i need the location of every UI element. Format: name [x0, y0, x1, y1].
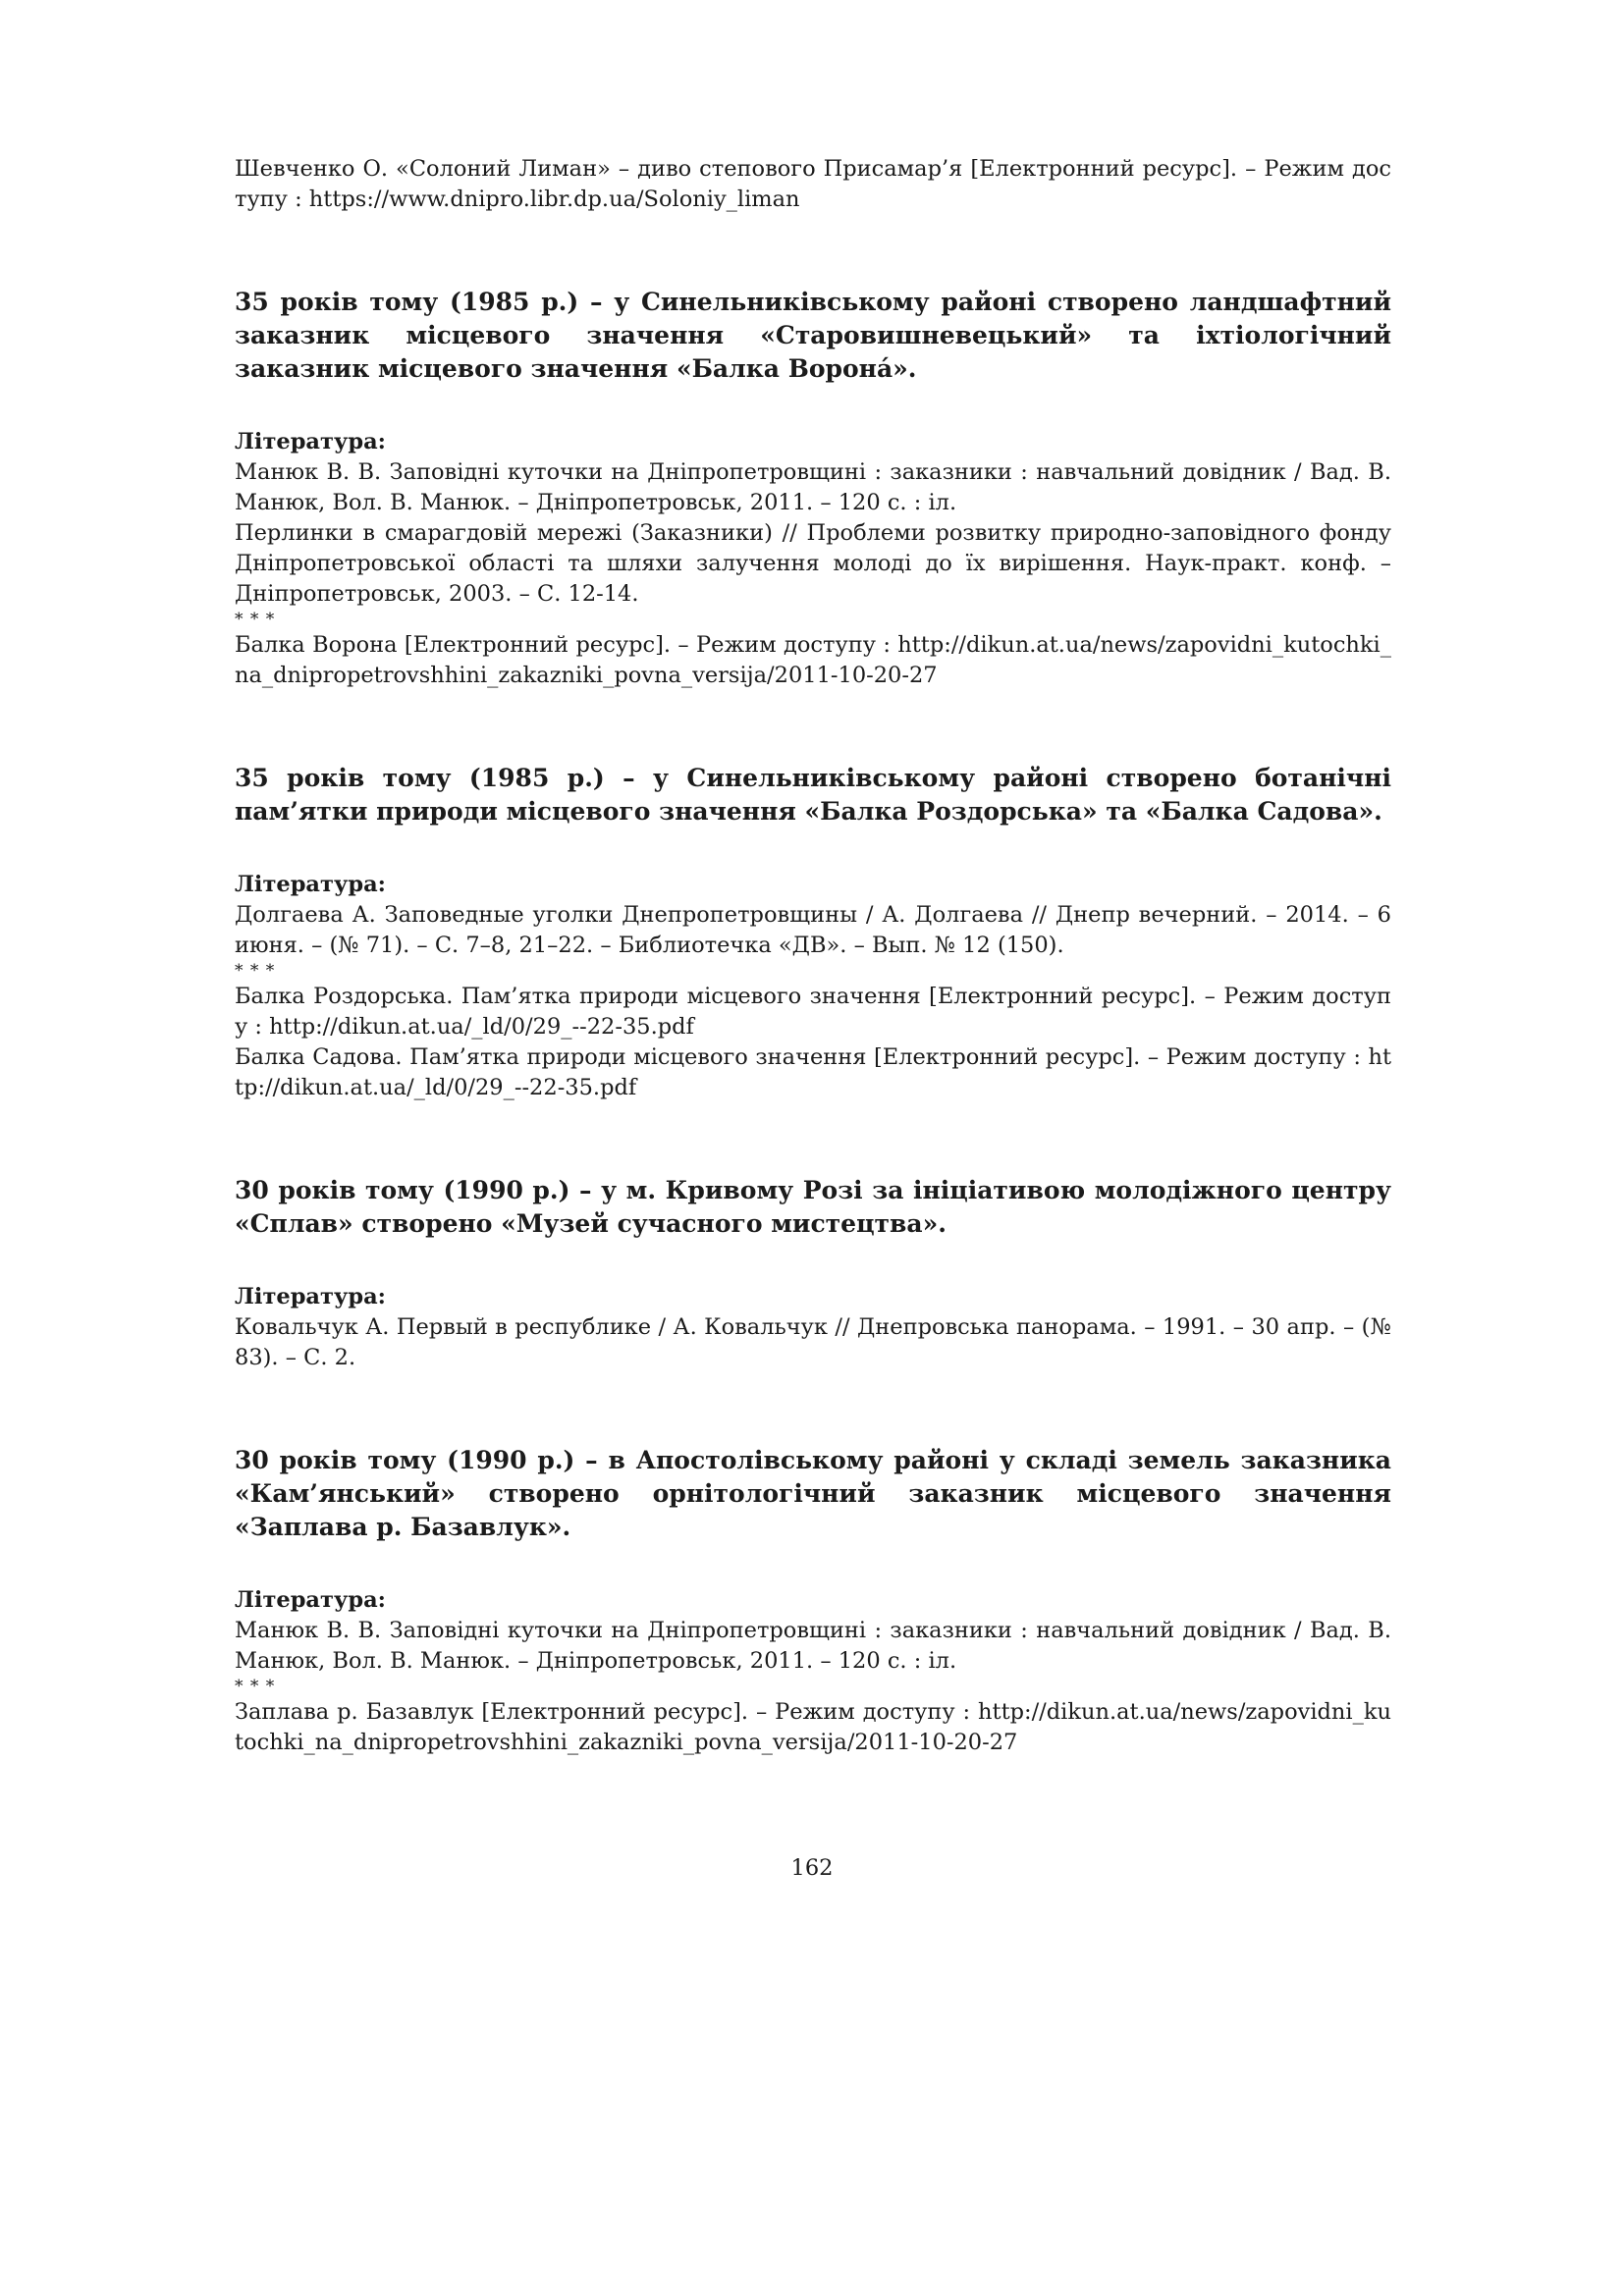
reference-item: Перлинки в смарагдовій мережі (Заказники) // Проблеми розвитку природно-заповідного фонду Дніпропетровської області та шляхи залучення молоді до їх вирішення. Наук-практ. конф. – Дніпропетровськ, 2003. – С. 12-14. — [235, 520, 1391, 607]
section-gap — [235, 1103, 1391, 1174]
section-gap — [235, 691, 1391, 762]
reference-separator: * * * — [235, 1677, 276, 1696]
section-heading: 35 років тому (1985 р.) – у Синельниківському районі створено ландшафтний заказник місцевого значення «Старовишневецький» та іхтіологічний заказник місцевого значення «Балка Воронá». — [235, 288, 1391, 383]
literature-label: Література: — [235, 429, 386, 454]
literature-label: Література: — [235, 872, 386, 897]
literature-label: Література: — [235, 1284, 386, 1309]
reference-item: Балка Ворона [Електронний ресурс]. – Режим доступу : http://dikun.at.ua/news/zapovidni_kutochki_na_dnipropetrovshhini_zakazniki_povna_versija/2011-10-20-27 — [235, 632, 1391, 688]
reference-item: Балка Садова. Пам’ятка природи місцевого значення [Електронний ресурс]. – Режим доступу : http://dikun.at.ua/_ld/0/29_--22-35.pdf — [235, 1044, 1391, 1100]
heading-gap — [235, 386, 1391, 427]
section-gap — [235, 215, 1391, 286]
document-page — [235, 154, 1391, 1758]
section-heading: 30 років тому (1990 р.) – в Апостолівському районі у складі земель заказника «Кам’янський» створено орнітологічний заказник місцевого значення «Заплава р. Базавлук». — [235, 1446, 1391, 1541]
intro-reference: Шевченко О. «Солоний Лиман» – диво степового Присамар’я [Електронний ресурс]. – Режим доступу : https://www.dnipro.libr.dp.ua/Soloniy_liman — [235, 156, 1391, 212]
section-gap — [235, 1373, 1391, 1444]
heading-gap — [235, 828, 1391, 870]
reference-item: Долгаева А. Заповедные уголки Днепропетровщины / А. Долгаева // Днепр вечерний. – 2014. – 6 июня. – (№ 71). – С. 7–8, 21–22. – Библиотечка «ДВ». – Вып. № 12 (150). — [235, 902, 1391, 958]
anniversary-section — [235, 286, 1391, 691]
heading-gap — [235, 1241, 1391, 1282]
reference-item: Ковальчук А. Первый в республике / А. Ковальчук // Днепровська панорама. – 1991. – 30 апр. – (№ 83). – С. 2. — [235, 1314, 1391, 1370]
reference-item: Заплава р. Базавлук [Електронний ресурс]. – Режим доступу : http://dikun.at.ua/news/zapovidni_kutochki_na_dnipropetrovshhini_zakazniki_povna_versija/2011-10-20-27 — [235, 1699, 1391, 1755]
section-heading: 35 років тому (1985 р.) – у Синельниківському районі створено ботанічні пам’ятки природи місцевого значення «Балка Роздорська» та «Балка Садова». — [235, 764, 1391, 826]
section-heading: 30 років тому (1990 р.) – у м. Кривому Розі за ініціативою молодіжного центру «Сплав» створено «Музей сучасного мистецтва». — [235, 1176, 1391, 1238]
heading-gap — [235, 1544, 1391, 1585]
page-number: 162 — [790, 1855, 834, 1881]
reference-item: Балка Роздорська. Пам’ятка природи місцевого значення [Електронний ресурс]. – Режим доступу : http://dikun.at.ua/_ld/0/29_--22-35.pdf — [235, 984, 1391, 1040]
anniversary-section — [235, 1444, 1391, 1758]
anniversary-section — [235, 762, 1391, 1103]
anniversary-section — [235, 1174, 1391, 1373]
reference-item: Манюк В. В. Заповідні куточки на Дніпропетровщині : заказники : навчальний довідник / Вад. В. Манюк, Вол. В. Манюк. – Дніпропетровськ, 2011. – 120 с. : іл. — [235, 459, 1391, 515]
reference-separator: * * * — [235, 610, 276, 629]
reference-separator: * * * — [235, 961, 276, 981]
literature-label: Література: — [235, 1587, 386, 1613]
reference-item: Манюк В. В. Заповідні куточки на Дніпропетровщині : заказники : навчальний довідник / Вад. В. Манюк, Вол. В. Манюк. – Дніпропетровськ, 2011. – 120 с. : іл. — [235, 1618, 1391, 1674]
